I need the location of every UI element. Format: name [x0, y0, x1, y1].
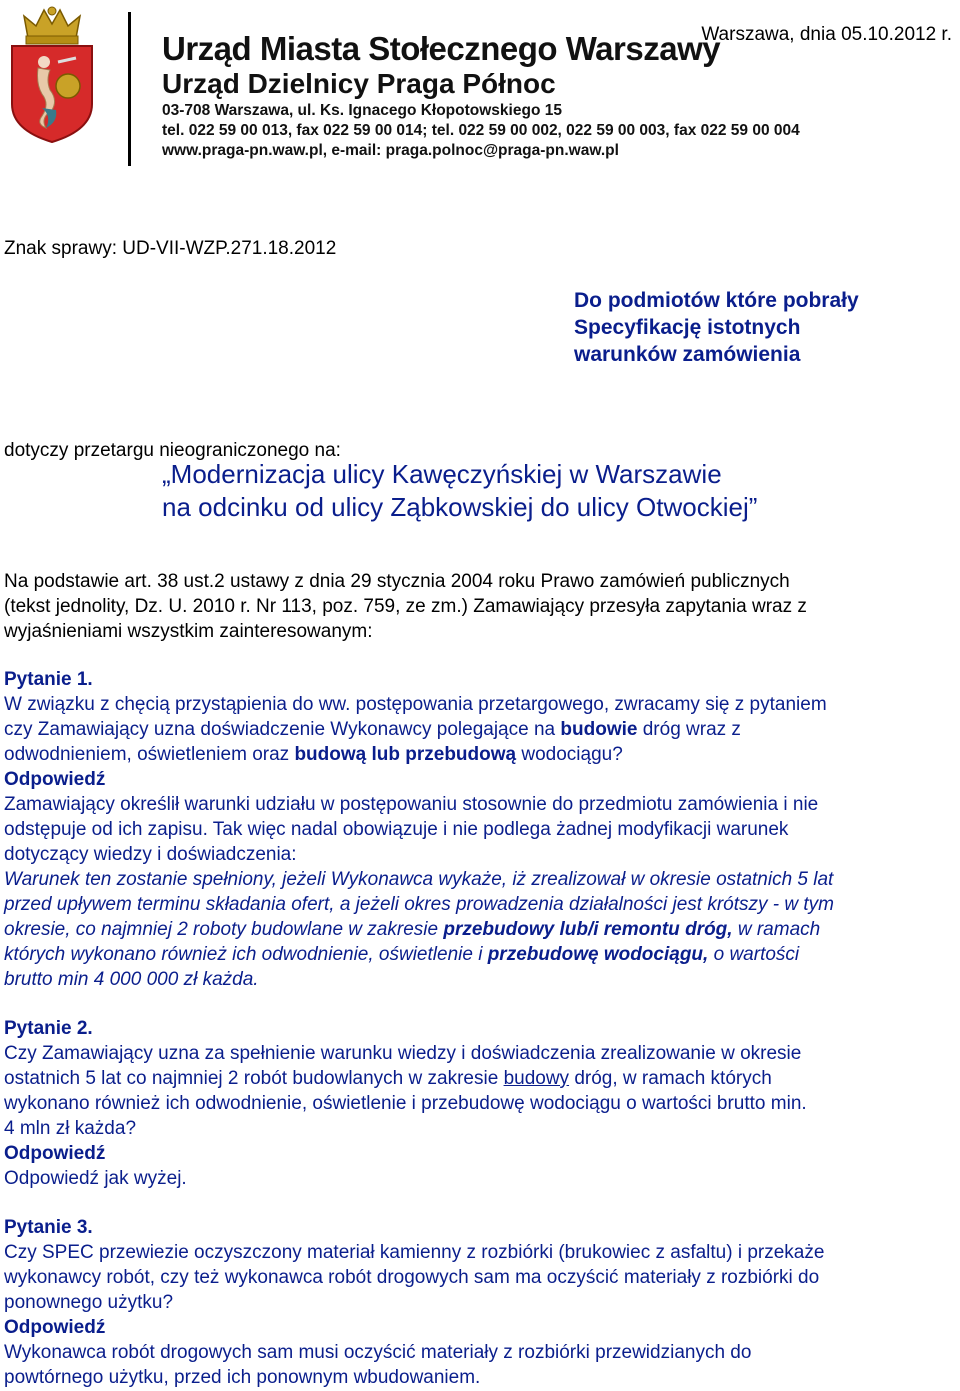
question-heading: Pytanie 2. — [4, 1018, 93, 1039]
question-line: czy Zamawiający uzna doświadczenie Wykonawcy polegające na budowie dróg wraz z — [4, 719, 741, 740]
preamble-line: (tekst jednolity, Dz. U. 2010 r. Nr 113, poz. 759, ze zm.) Zamawiający przesyła zapytania wraz z — [4, 596, 807, 617]
office-address: 03-708 Warszawa, ul. Ks. Ignacego Kłopotowskiego 15 — [162, 102, 562, 119]
question-1 — [4, 667, 834, 992]
question-3 — [4, 1215, 824, 1390]
answer-line: Odpowiedź jak wyżej. — [4, 1168, 187, 1189]
letter-date: Warszawa, dnia 05.10.2012 r. — [701, 24, 952, 45]
question-line: odwodnieniem, oświetleniem oraz budową lub przebudową wodociągu? — [4, 744, 623, 765]
question-heading: Pytanie 3. — [4, 1217, 93, 1238]
office-web-email: www.praga-pn.waw.pl, e-mail: praga.polnoc@praga-pn.waw.pl — [162, 142, 619, 159]
answer-heading: Odpowiedź — [4, 769, 106, 790]
case-number: Znak sprawy: UD-VII-WZP.271.18.2012 — [4, 238, 337, 259]
question-line: W związku z chęcią przystąpienia do ww. postępowania przetargowego, zwracamy się z pytaniem — [4, 694, 827, 715]
recipient-line: Specyfikację istotnych — [574, 316, 801, 339]
answer-line: odstępuje od ich zapisu. Tak więc nadal obowiązuje i nie podlega żadnej modyfikacji warunek — [4, 819, 789, 840]
question-heading: Pytanie 1. — [4, 669, 93, 690]
answer-line: dotyczący wiedzy i doświadczenia: — [4, 844, 297, 865]
answer-heading: Odpowiedź — [4, 1143, 106, 1164]
preamble — [4, 569, 807, 644]
answer-line: których wykonano również ich odwodnienie, oświetlenie i przebudowę wodociągu, o wartości — [4, 944, 800, 965]
answer-line: Zamawiający określił warunki udziału w postępowaniu stosownie do przedmiotu zamówienia i nie — [4, 794, 819, 815]
question-line: wykonano również ich odwodnienie, oświetlenie i przebudowę wodociągu o wartości brutto min. — [4, 1093, 807, 1114]
answer-heading: Odpowiedź — [4, 1317, 106, 1338]
question-2 — [4, 1016, 807, 1191]
answer-line: przed upływem terminu składania ofert, a jeżeli okres prowadzenia działalności jest krótszy - w tym — [4, 894, 835, 915]
preamble-line: wyjaśnieniami wszystkim zainteresowanym: — [4, 621, 373, 642]
answer-line: brutto min 4 000 000 zł każda. — [4, 969, 259, 990]
question-line: Czy SPEC przewiezie oczyszczony materiał kamienny z rozbiórki (brukowiec z asfaltu) i przekaże — [4, 1242, 825, 1263]
letterhead-divider — [128, 12, 131, 166]
district-office-name: Urząd Dzielnicy Praga Północ — [162, 68, 556, 99]
question-line: Czy Zamawiający uzna za spełnienie warunku wiedzy i doświadczenia zrealizowanie w okresie — [4, 1043, 802, 1064]
answer-line: Wykonawca robót drogowych sam musi oczyścić materiały z rozbiórki przewidzianych do — [4, 1342, 752, 1363]
office-phones: tel. 022 59 00 013, fax 022 59 00 014; tel. 022 59 00 002, 022 59 00 003, fax 022 59 00 004 — [162, 122, 800, 139]
tender-title-line: „Modernizacja ulicy Kawęczyńskiej w Warszawie — [162, 459, 722, 489]
preamble-line: Na podstawie art. 38 ust.2 ustawy z dnia 29 stycznia 2004 roku Prawo zamówień publicznych — [4, 571, 790, 592]
tender-title-line: na odcinku od ulicy Ząbkowskiej do ulicy Otwockiej” — [162, 492, 758, 522]
recipient-line: Do podmiotów które pobrały — [574, 289, 859, 312]
question-line: wykonawcy robót, czy też wykonawca robót drogowych sam ma oczyścić materiały z rozbiórki do — [4, 1267, 820, 1288]
recipient-line: warunków zamówienia — [574, 343, 801, 366]
answer-line: powtórnego użytku, przed ich ponownym wbudowaniem. — [4, 1367, 481, 1388]
question-line: 4 mln zł każda? — [4, 1118, 137, 1139]
tender-intro: dotyczy przetargu nieograniczonego na: — [4, 440, 341, 461]
warsaw-coat-of-arms-icon — [6, 4, 98, 144]
question-line: ostatnich 5 lat co najmniej 2 robót budowlanych w zakresie budowy dróg, w ramach których — [4, 1068, 772, 1089]
answer-line: okresie, co najmniej 2 roboty budowlane w zakresie przebudowy lub/i remontu dróg, w ramach — [4, 919, 821, 940]
answer-line: Warunek ten zostanie spełniony, jeżeli Wykonawca wykaże, iż zrealizował w okresie ostatnich 5 lat — [4, 869, 834, 890]
question-line: ponownego użytku? — [4, 1292, 174, 1313]
organization-name: Urząd Miasta Stołecznego Warszawy — [162, 30, 721, 67]
recipient-block — [574, 287, 859, 368]
